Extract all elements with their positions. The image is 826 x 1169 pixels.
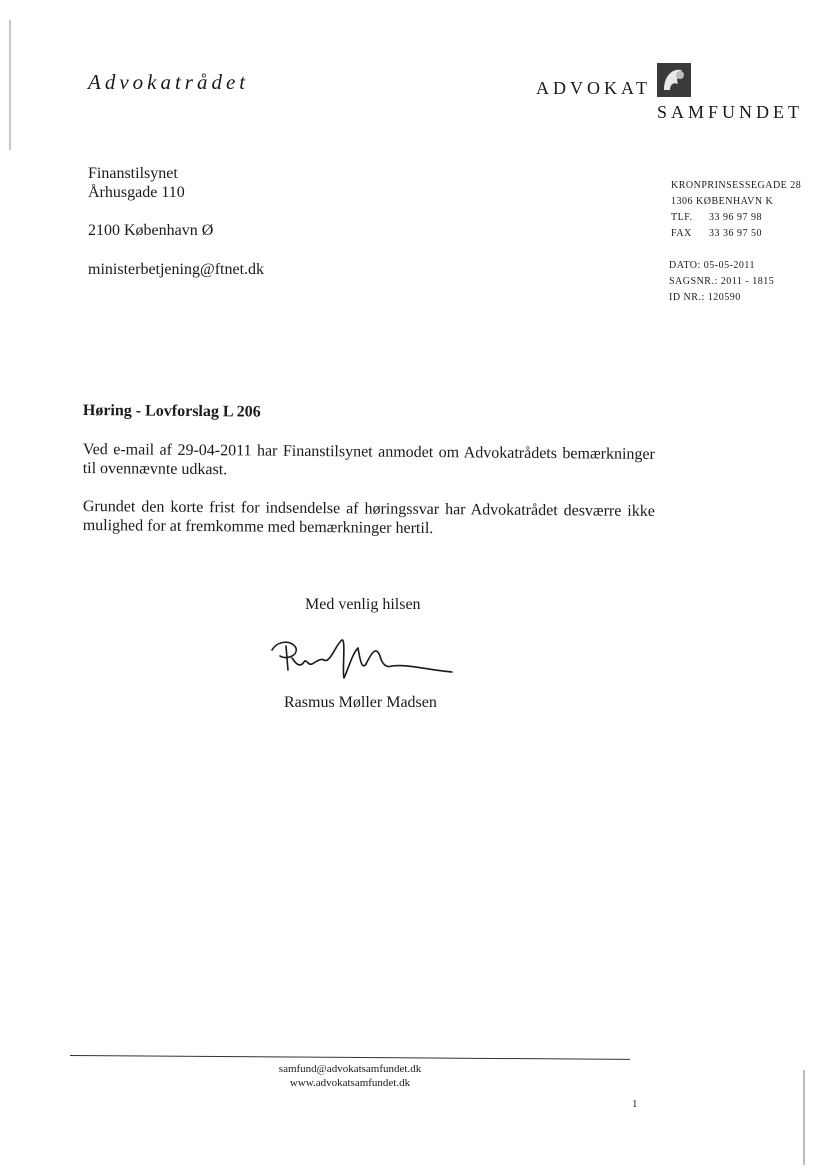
footer-email: samfund@advokatsamfundet.dk	[278, 1063, 422, 1075]
sender-fax: FAX 33 36 97 50	[671, 228, 762, 239]
closing-salutation: Med venlig hilsen	[305, 596, 421, 613]
letter-meta	[669, 258, 774, 306]
logo-word-advokat: ADVOKAT	[536, 78, 651, 98]
logo-word-samfundet: SAMFUNDET	[657, 102, 804, 122]
council-name: Advokatrådet	[88, 70, 250, 94]
advokatsamfundet-logo	[536, 62, 806, 132]
scan-edge-mark	[803, 1070, 805, 1165]
sender-street: KRONPRINSESSEGADE 28	[671, 180, 802, 191]
footer-divider	[70, 1055, 630, 1060]
recipient-email: ministerbetjening@ftnet.dk	[88, 261, 265, 278]
page-number: 1	[632, 1098, 638, 1110]
letter-date: DATO: 05-05-2011	[669, 260, 756, 271]
sender-city: 1306 KØBENHAVN K	[671, 196, 774, 207]
recipient-postal: 2100 København Ø	[88, 222, 214, 239]
footer-website: www.advokatsamfundet.dk	[289, 1077, 411, 1089]
recipient-address	[88, 164, 185, 202]
letter-subject: Høring - Lovforslag L 206	[82, 402, 261, 421]
body-paragraph-2: Grundet den korte frist for indsendelse af høringssvar har Advokatrådet desværre ikke mulighed for at fremkomme med bemærkninger hertil.	[82, 497, 655, 538]
id-number: ID NR.: 120590	[669, 292, 741, 303]
crest-icon	[656, 62, 692, 98]
footer-contact	[200, 1062, 500, 1090]
recipient-street: Århusgade 110	[88, 184, 185, 201]
sender-phone: TLF. 33 96 97 98	[671, 212, 762, 223]
scan-edge-mark	[9, 20, 11, 150]
recipient-name: Finanstilsynet	[88, 165, 178, 182]
sender-address	[671, 178, 801, 242]
signer-name: Rasmus Møller Madsen	[284, 694, 437, 711]
handwritten-signature	[268, 634, 458, 696]
body-paragraph-1: Ved e-mail af 29-04-2011 har Finanstilsynet anmodet om Advokatrådets bemærkninger til ovennævnte udkast.	[82, 440, 655, 479]
case-number: SAGSNR.: 2011 - 1815	[669, 276, 775, 287]
